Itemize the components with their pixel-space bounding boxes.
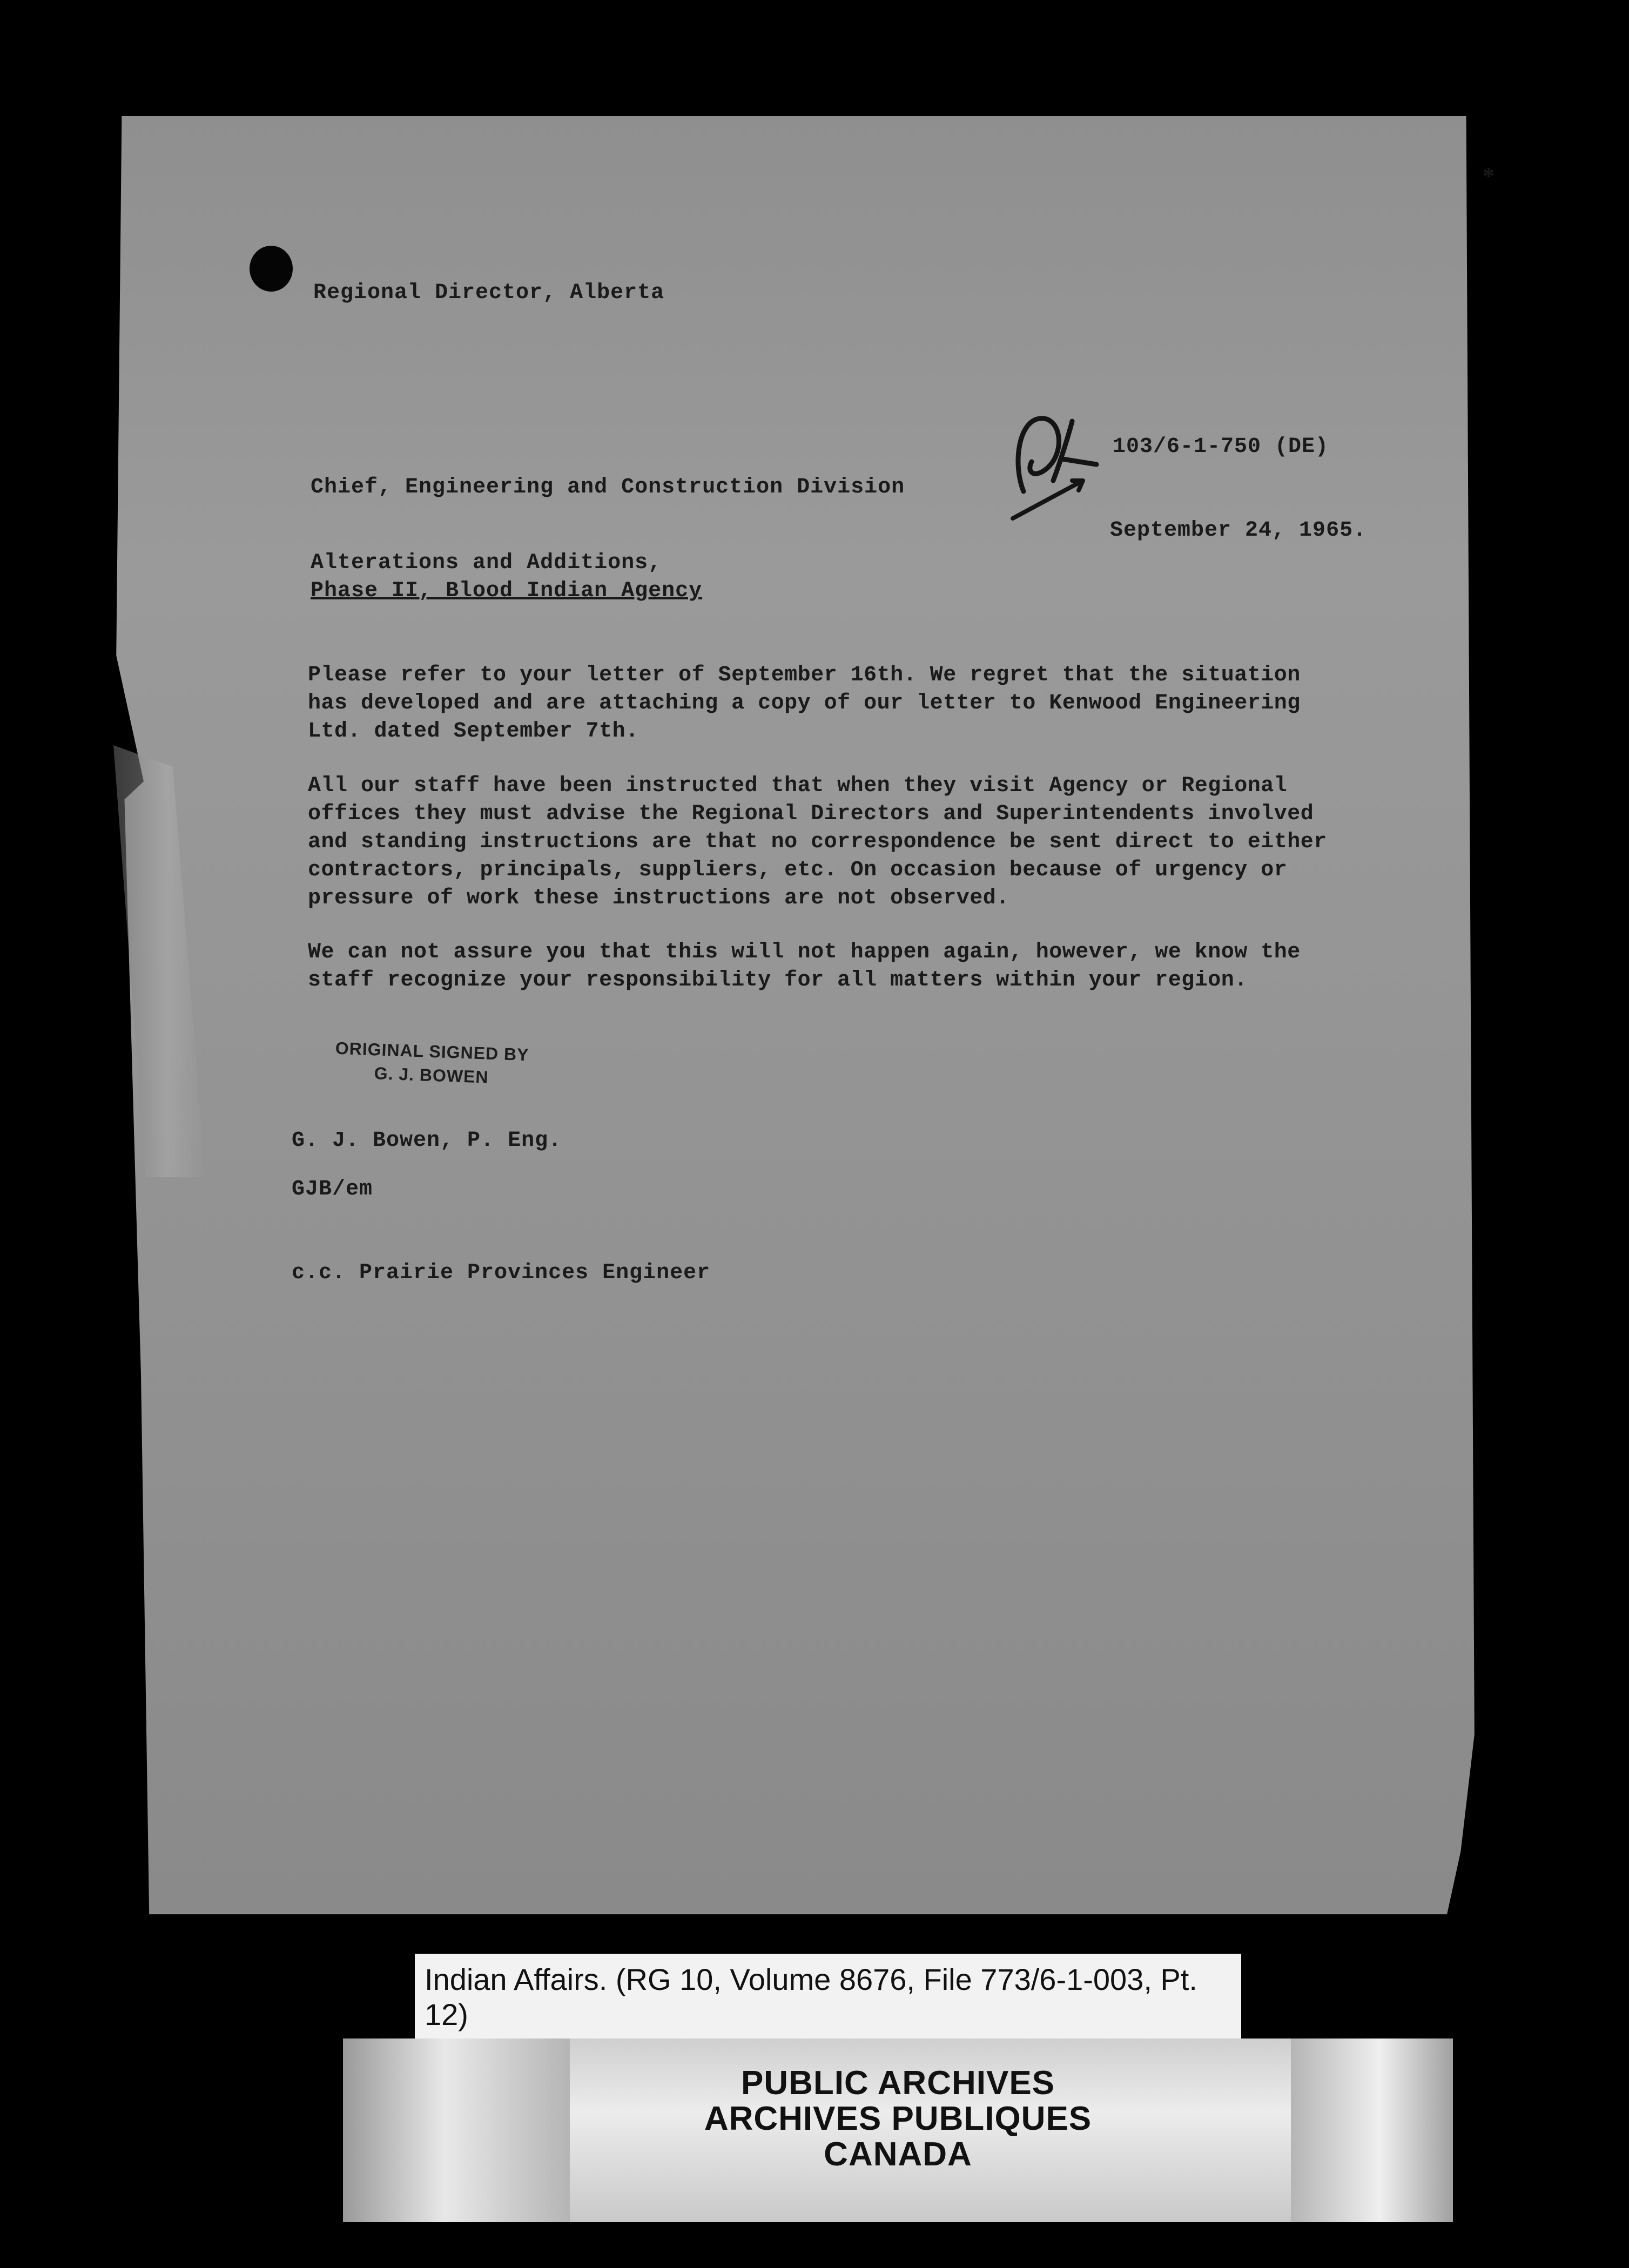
banner-line-3: CANADA [824,2136,972,2173]
para2-line: contractors, principals, suppliers, etc. On occasion because of urgency or [308,858,1288,882]
addressee: Regional Director, Alberta [313,281,665,305]
para1-line: Please refer to your letter of September 16th. We regret that the situation [308,663,1301,687]
corner-mark: * [1483,163,1495,189]
subject-line-2: Phase II, Blood Indian Agency [311,579,703,603]
sender: Chief, Engineering and Construction Division [311,475,905,500]
signatory: G. J. Bowen, P. Eng. [292,1129,562,1153]
letter-sheet [108,116,1480,1914]
archive-label [415,1954,1241,2040]
typist-initials: GJB/em [292,1177,373,1202]
para3-line: We can not assure you that this will not happen again, however, we know the [308,940,1301,964]
archive-label-text: Indian Affairs. (RG 10, Volume 8676, File 773/6-1-003, Pt. 12) [425,1962,1197,2031]
handwritten-initials-icon [1002,400,1126,524]
para3-line: staff recognize your responsibility for all matters within your region. [308,968,1248,993]
carbon-copy: c.c. Prairie Provinces Engineer [292,1261,711,1285]
punch-hole-mark [250,246,293,292]
signature-stamp [334,1036,530,1090]
letter-date: September 24, 1965. [1110,518,1367,543]
para2-line: All our staff have been instructed that when they visit Agency or Regional [308,774,1288,798]
banner-line-2: ARCHIVES PUBLIQUES [704,2100,1092,2137]
banner-line-1: PUBLIC ARCHIVES [741,2064,1055,2102]
subject-line-1: Alterations and Additions, [311,551,662,575]
paragraph-3 [308,939,1377,995]
stamp-line-2: G. J. BOWEN [374,1063,489,1087]
file-reference: 103/6-1-750 (DE) [1113,435,1329,459]
para2-line: offices they must advise the Regional Directors and Superintendents involved [308,802,1314,826]
archive-banner [343,2039,1453,2222]
paragraph-2 [308,772,1377,913]
para2-line: pressure of work these instructions are not observed. [308,886,1009,910]
stamp-line-1: ORIGINAL SIGNED BY [335,1038,530,1065]
paragraph-1 [308,662,1377,746]
para2-line: and standing instructions are that no correspondence be sent direct to either [308,830,1327,854]
para1-line: Ltd. dated September 7th. [308,719,639,744]
para1-line: has developed and are attaching a copy of our letter to Kenwood Engineering [308,691,1301,716]
